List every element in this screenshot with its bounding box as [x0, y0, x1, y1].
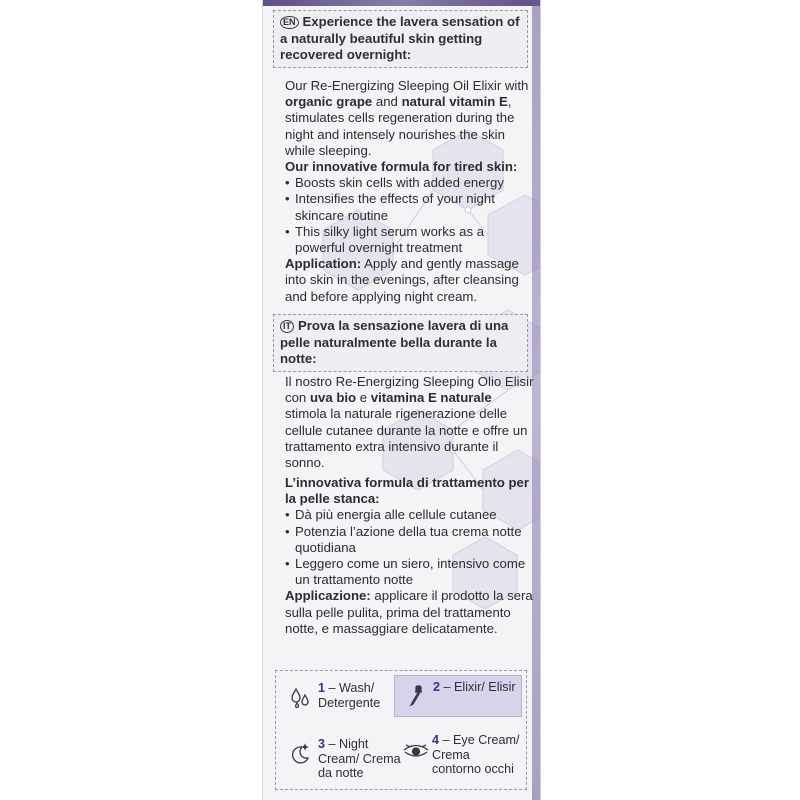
step-text: – Wash/ Detergente — [318, 681, 381, 710]
en-heading-box — [273, 10, 528, 68]
en-intro-text-3: , stimulates cells regeneration during the night and intensely nourishes the skin while sleeping. — [285, 94, 515, 158]
en-intro — [285, 78, 535, 159]
it-heading-box — [273, 314, 528, 372]
it-application-label: Applicazione: — [285, 588, 371, 604]
en-formula — [285, 159, 535, 305]
dropper-icon — [403, 684, 427, 708]
it-intro — [285, 374, 535, 471]
step-number: 2 — [433, 680, 441, 694]
list-item: • Leggero come un siero, intensivo come un trattamento notte — [285, 556, 535, 588]
en-intro-text-1: Our Re-Energizing Sleeping Oil Elixir with — [285, 78, 529, 93]
en-heading: Experience the lavera sensation of a naturally beautiful skin getting recovered overnight: — [280, 14, 520, 63]
it-intro-text-1: Il nostro Re-Energizing Sleeping Olio Elisir con — [285, 374, 534, 406]
list-item: • Dà più energia alle cellule cutanee — [285, 507, 535, 523]
step-wash — [280, 677, 392, 717]
step-number: 1 — [318, 681, 326, 695]
en-application — [285, 256, 535, 305]
list-item: • Potenzia l’azione della tua crema notte quotidiana — [285, 524, 535, 556]
en-application-text: Apply and gently massage into skin in the evenings, after cleansing and before applying night cream. — [285, 256, 519, 304]
drops-icon — [288, 685, 312, 709]
en-lang-badge: EN — [280, 16, 299, 29]
moon-icon — [288, 741, 312, 765]
step-text: – Night Cream/ Crema da notte — [318, 737, 401, 781]
step-eye-cream — [394, 729, 526, 777]
en-intro-text-2: and — [372, 94, 402, 110]
step-text: – Eye Cream/ Crema contorno occhi — [432, 733, 520, 777]
it-intro-text-2: e — [356, 390, 371, 406]
step-label — [433, 680, 523, 695]
list-item: • Intensifies the effects of your night skincare routine — [285, 191, 535, 223]
step-label — [432, 733, 522, 777]
eye-icon — [402, 739, 430, 763]
step-number: 3 — [318, 737, 326, 751]
it-heading: Prova la sensazione lavera di una pelle naturalmente bella durante la notte: — [280, 318, 509, 367]
step-text: – Elixir/ Elisir — [440, 680, 516, 694]
list-item: • Boosts skin cells with added energy — [285, 175, 535, 191]
it-intro-text-3: stimola la naturale rigenerazione delle cellule cutanee durante la notte e offre un trattamento extra intensivo durante il sonno. — [285, 406, 528, 471]
step-elixir — [394, 675, 522, 717]
en-formula-title: Our innovative formula for tired skin: — [285, 159, 518, 174]
en-application-label: Application: — [285, 256, 362, 272]
it-intro-bold-2: vitamina E naturale — [370, 390, 492, 406]
step-night-cream — [280, 733, 401, 781]
it-application — [285, 588, 535, 637]
it-formula — [285, 475, 535, 637]
en-bullet-list — [285, 175, 535, 256]
list-item: • This silky light serum works as a powerful overnight treatment — [285, 224, 535, 256]
en-intro-bold-2: natural vitamin E — [401, 94, 508, 110]
routine-steps-box — [275, 670, 527, 790]
step-number: 4 — [432, 733, 440, 747]
en-intro-bold-1: organic grape — [285, 94, 373, 110]
it-lang-badge: IT — [280, 320, 294, 333]
it-application-text: applicare il prodotto la sera sulla pelle pulita, prima del trattamento notte, e massaggiare delicatamente. — [285, 588, 533, 636]
it-intro-bold-1: uva bio — [309, 390, 357, 406]
it-formula-title: L’innovativa formula di trattamento per la pelle stanca: — [285, 475, 530, 507]
it-bullet-list — [285, 507, 535, 588]
